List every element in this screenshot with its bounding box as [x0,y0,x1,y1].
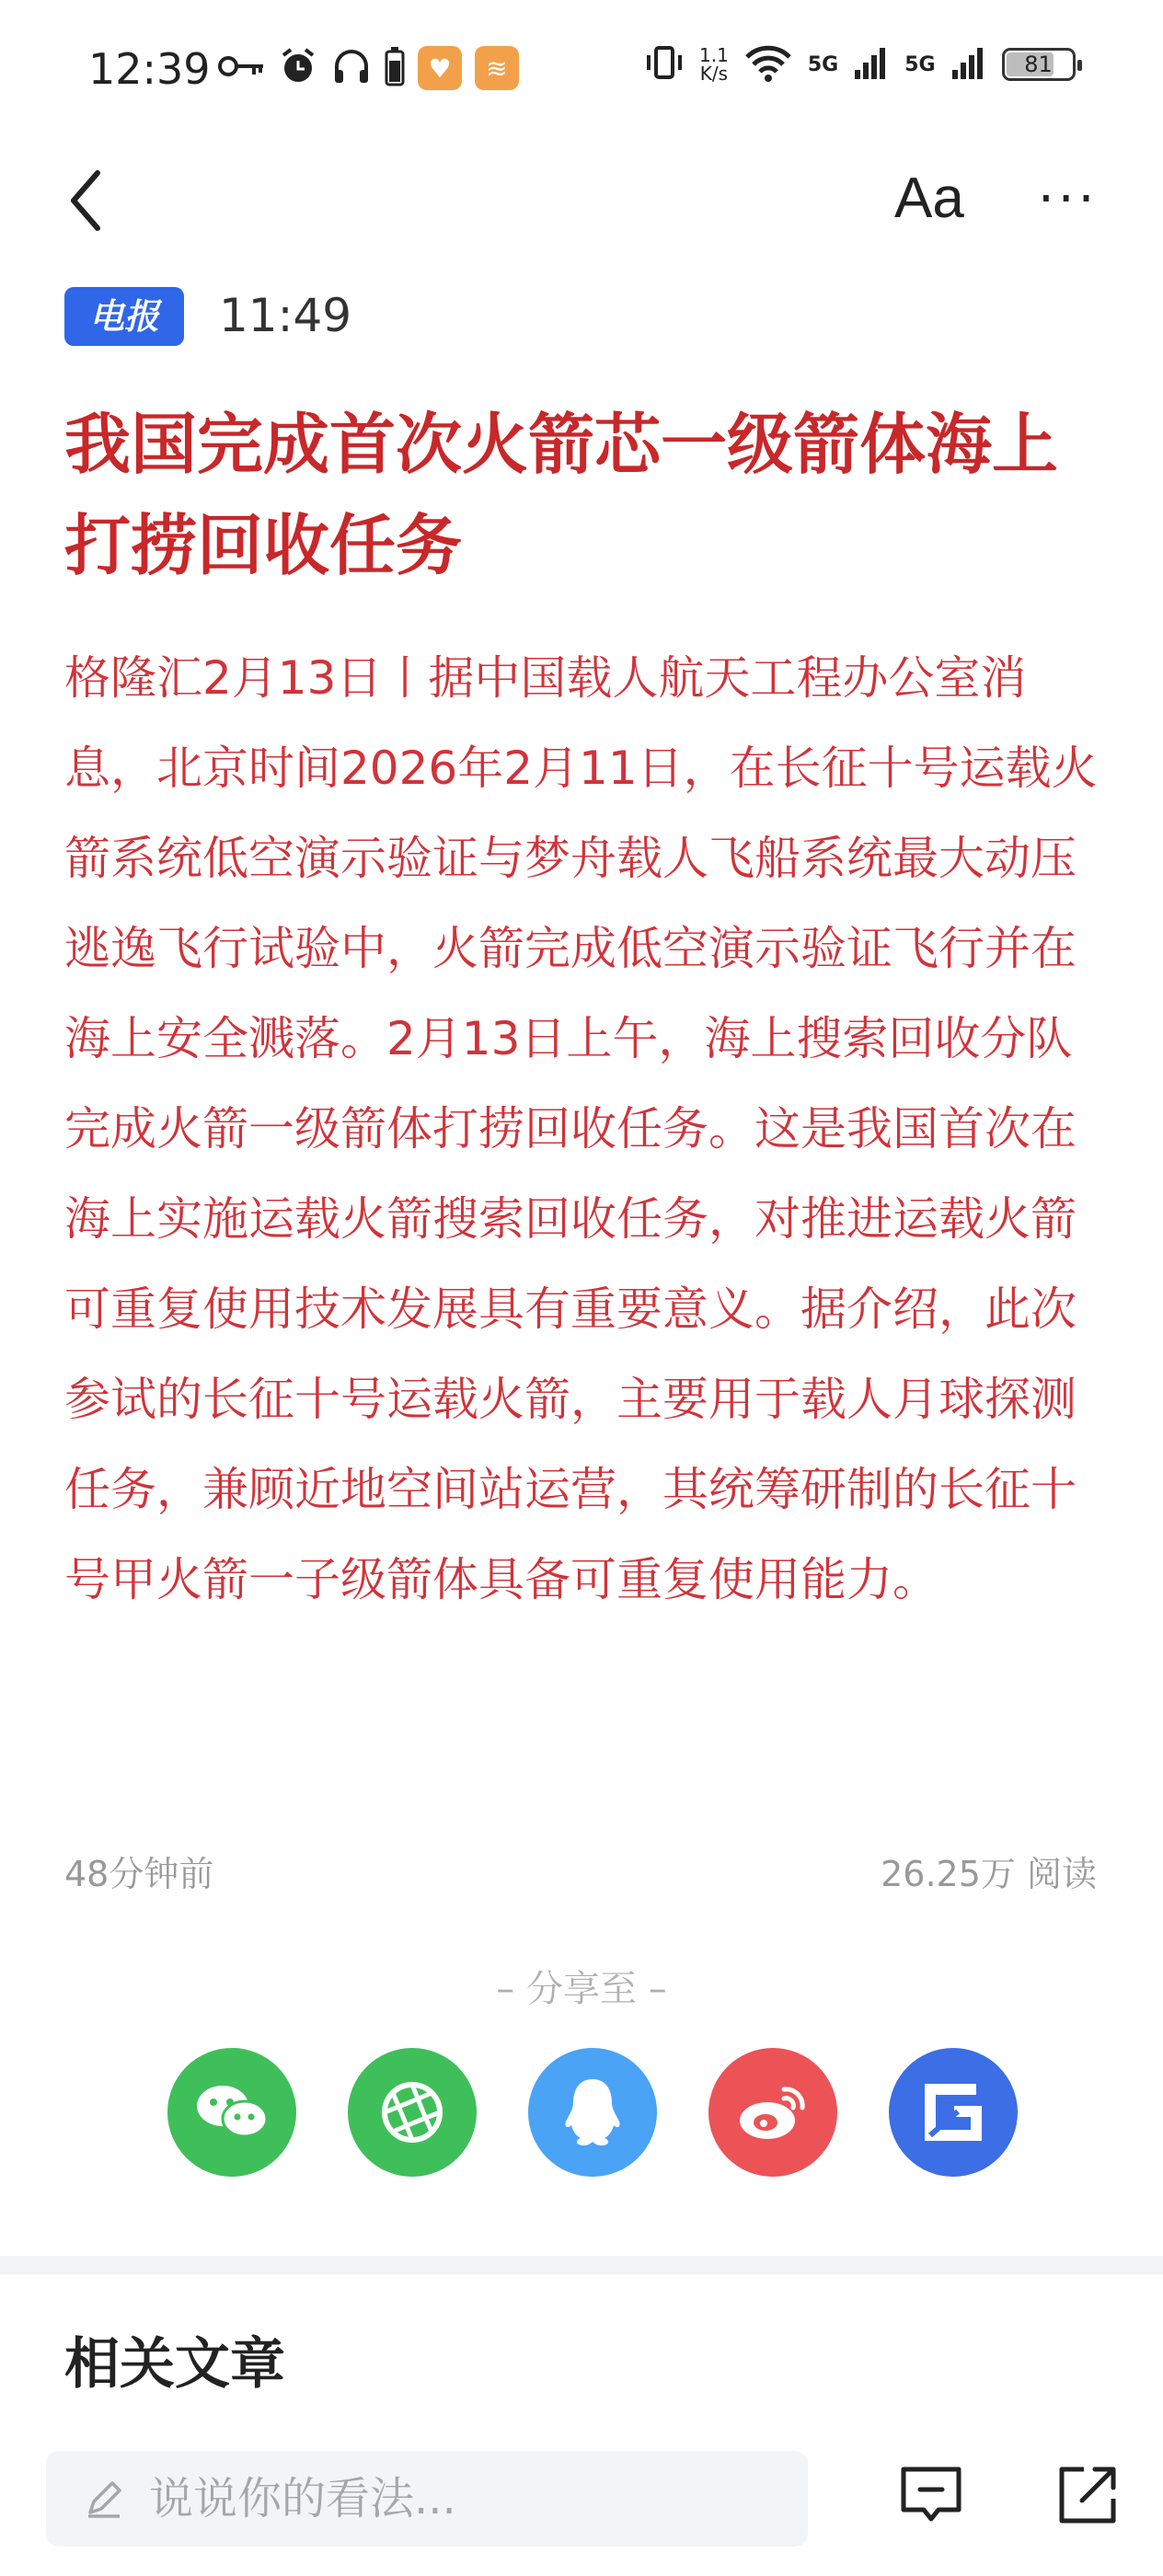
pen-icon [83,2478,125,2520]
related-articles-heading: 相关文章 [64,2332,285,2397]
share-gelonghui-button[interactable] [889,2048,1018,2177]
comment-icon [894,2458,968,2532]
battery-small-icon [385,46,405,90]
status-icons-right [644,42,1076,86]
signal-icon [853,44,890,85]
vibrate-icon [644,42,685,86]
weibo-icon [734,2080,812,2145]
net-speed-unit: K/s [699,63,729,85]
net-speed-value: 1.1 [699,44,729,66]
gelonghui-icon [921,2080,985,2145]
status-time: 12:39 [88,44,211,94]
signal-5g-1: 5G [807,52,839,76]
comment-bar[interactable] [46,2451,808,2547]
status-icons-left [217,46,519,90]
article-body: 格隆汇2月13日丨据中国载人航天工程办公室消息，北京时间2026年2月11日，在长征十号运载火箭系统低空演示验证与梦舟载人飞船系统最大动压逃逸飞行试验中，火箭完成低空演示验证飞行并在海上安全溅落。2月13日上午，海上搜索回收分队完成火箭一级箭体打捞回收任务。这是我国首次在海上实施运载火箭搜索回收任务，对推进运载火箭可重复使用技术发展具有重要意义。据介绍，此次参试的长征十号运载火箭，主要用于载人月球探测任务，兼顾近地空间站运营，其统筹研制的长征十号甲火箭一子级箭体具备可重复使用能力。 [64,651,1098,1606]
wifi-icon [743,42,793,86]
qq-icon [560,2076,625,2149]
share-moments-button[interactable] [348,2048,477,2177]
moments-icon [375,2076,449,2149]
more-button[interactable] [1038,169,1098,229]
wechat-icon [193,2080,271,2145]
chevron-left-icon [61,164,116,237]
section-divider [0,2256,1163,2274]
alarm-icon [278,46,318,90]
status-bar [0,0,1163,138]
more-icon: ··· [1038,169,1099,229]
share-qq-button[interactable] [528,2048,657,2177]
signal-icon [950,44,987,85]
headphones-icon [331,46,372,90]
battery-indicator [1002,48,1076,81]
battery-level: 81 [1024,52,1053,77]
telegraph-tag: 电报 [64,287,184,346]
key-icon [217,52,265,84]
app-icon: ≋ [475,46,519,90]
net-speed [699,46,729,83]
share-row [167,2048,1018,2177]
signal-5g-2: 5G [904,52,936,76]
share-wechat-button[interactable] [167,2048,296,2177]
comments-button[interactable] [894,2458,968,2532]
share-button[interactable] [1051,2458,1124,2532]
comment-input[interactable] [147,2472,777,2525]
article-time: 11:49 [219,289,352,342]
share-label: – 分享至 – [496,1968,667,2010]
back-button[interactable] [61,164,116,237]
article-title: 我国完成首次火箭芯一级箭体海上打捞回收任务 [64,406,1059,584]
font-size-button[interactable]: Aa [894,167,964,230]
published-ago: 48分钟前 [64,1854,214,1894]
read-count: 26.25万 阅读 [881,1854,1097,1894]
share-weibo-button[interactable] [708,2048,837,2177]
heart-app-icon: ♥ [418,46,462,90]
share-out-icon [1051,2458,1124,2532]
